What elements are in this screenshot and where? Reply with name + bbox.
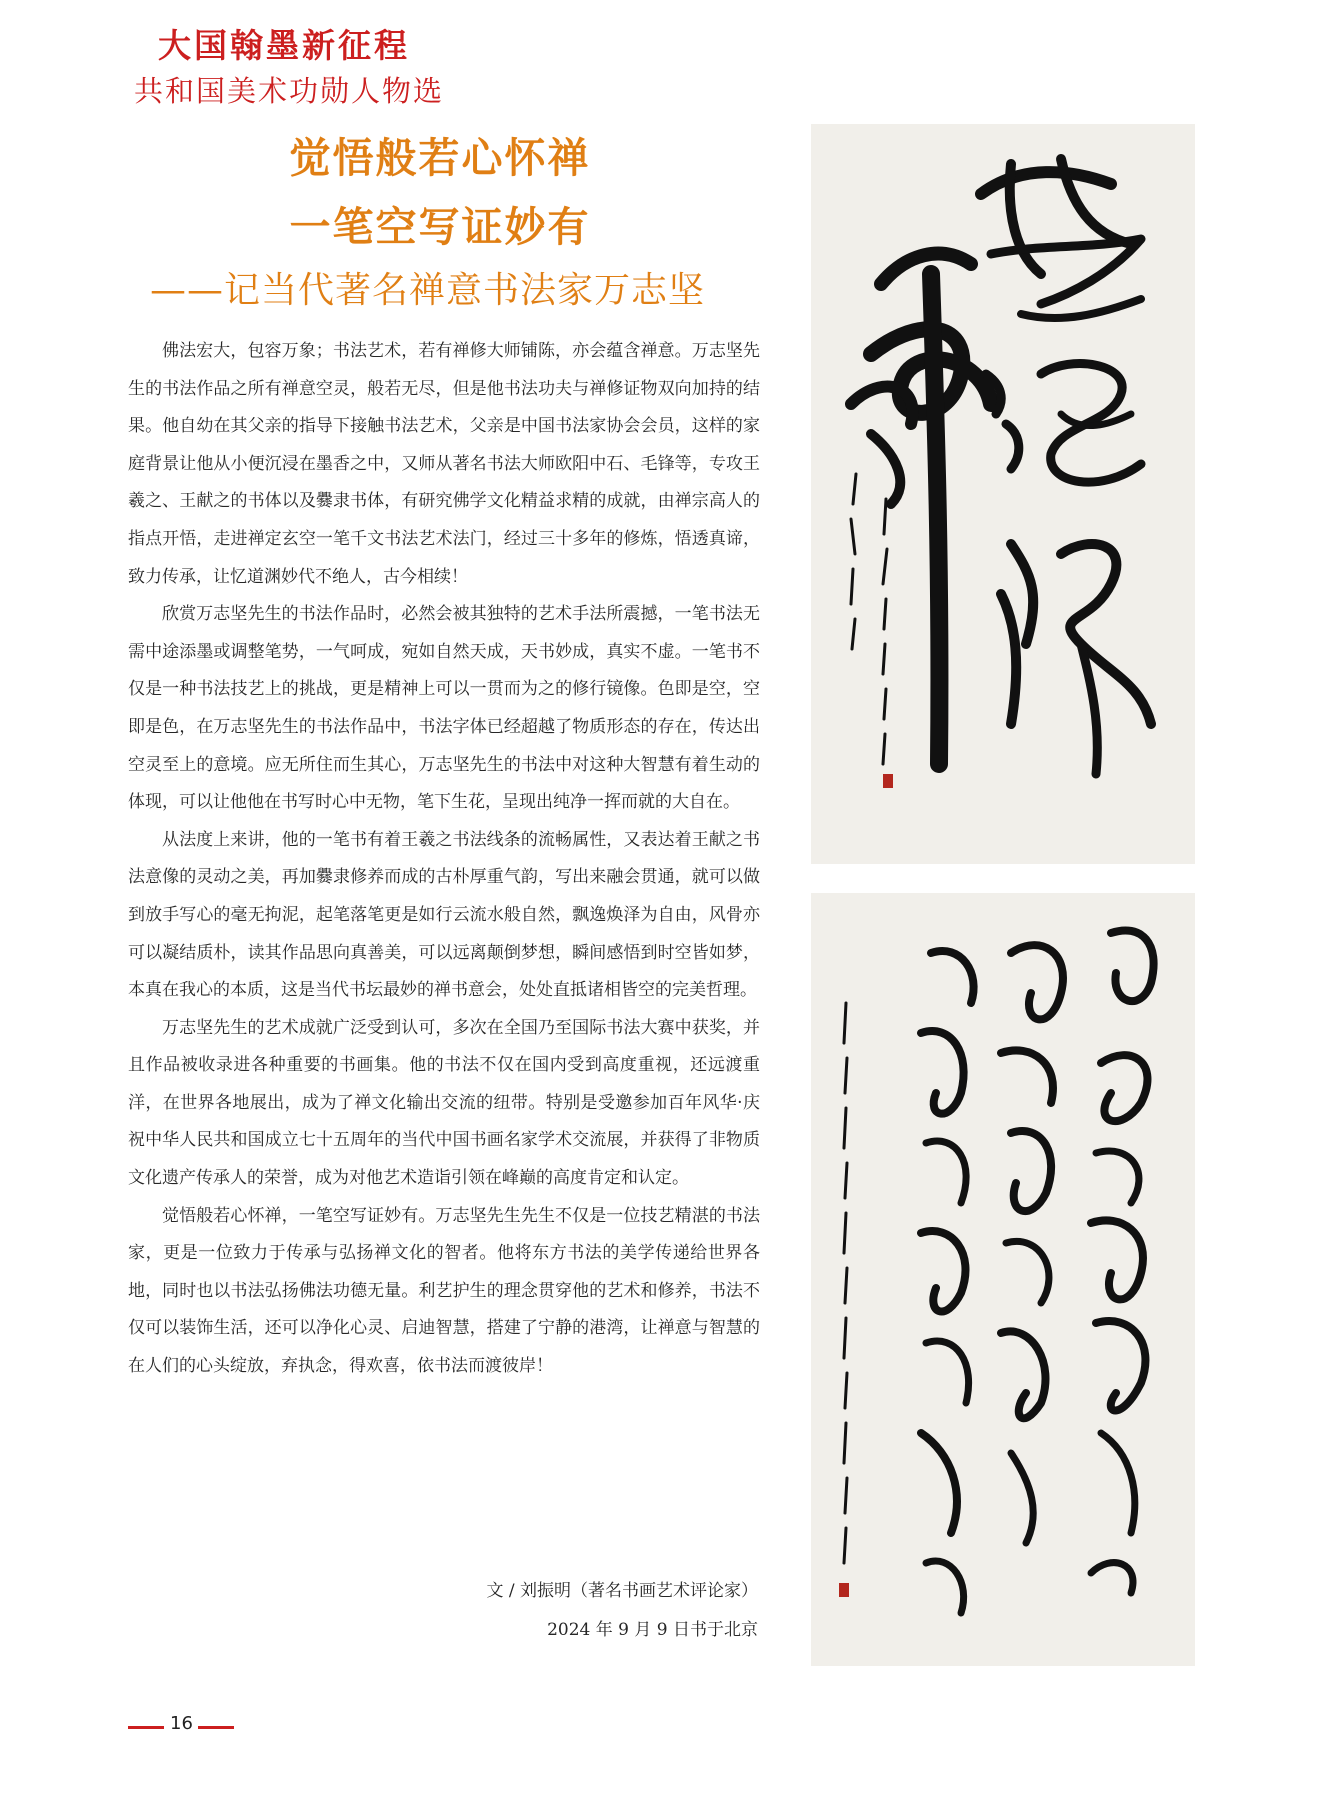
headline-subtitle: ——记当代著名禅意书法家万志坚 [150,270,706,311]
footer-divider-left [128,1726,164,1729]
calligraphy-scroll-1 [811,124,1195,864]
article-paragraph: 觉悟般若心怀禅，一笔空写证妙有。万志坚先生先生不仅是一位技艺精湛的书法家，更是一位致力于传承与弘扬禅文化的智者。他将东方书法的美学传递给世界各地，同时也以书法弘扬佛法功德无量。利艺护生的理念贯穿他的艺术和修养，书法不仅可以装饰生活，还可以净化心灵、启迪智慧，搭建了宁静的港湾，让禅意与智慧的在人们的心头绽放，弃执念，得欢喜，依书法而渡彼岸！ [128,1205,760,1377]
calligraphy-artwork-image [811,893,1195,1666]
article-paragraph: 万志坚先生的艺术成就广泛受到认可，多次在全国乃至国际书法大赛中获奖，并且作品被收录进各种重要的书画集。他的书法不仅在国内受到高度重视，还远渡重洋，在世界各地展出，成为了禅文化输出交流的纽带。特别是受邀参加百年风华·庆祝中华人民共和国成立七十五周年的当代中国书画名家学术交流展，并获得了非物质文化遗产传承人的荣誉，成为对他艺术造诣引领在峰巅的高度肯定和认定。 [128,1017,760,1189]
headline-line-2: 一笔空写证妙有 [289,203,591,251]
article-paragraph: 佛法宏大，包容万象；书法艺术，若有禅修大师铺陈，亦会蕴含禅意。万志坚先生的书法作品之所有禅意空灵，般若无尽，但是他书法功夫与禅修证物双向加持的结果。他自幼在其父亲的指导下接触书法艺术，父亲是中国书法家协会会员，这样的家庭背景让他从小便沉浸在墨香之中，又师从著名书法大师欧阳中石、毛锋等，专攻王羲之、王献之的书体以及爨隶书体，有研究佛学文化精益求精的成就，由禅宗高人的指点开悟，走进禅定玄空一笔千文书法艺术法门，经过三十多年的修炼，悟透真谛，致力传承，让忆道渊妙代不绝人，古今相续！ [128,341,760,587]
seal-stamp-icon [883,774,893,788]
article-paragraph: 从法度上来讲，他的一笔书有着王羲之书法线条的流畅属性，又表达着王献之书法意像的灵动之美，再加爨隶修养而成的古朴厚重气韵，写出来融会贯通，就可以做到放手写心的毫无拘泥，起笔落笔更是如行云流水般自然，飘逸焕泽为自由，风骨亦可以凝结质朴，读其作品思向真善美，可以远离颠倒梦想，瞬间感悟到时空皆如梦，本真在我心的本质，这是当代书坛最妙的禅书意会，处处直抵诸相皆空的完美哲理。 [128,829,760,1001]
seal-stamp-icon [839,1583,849,1597]
headline-line-1: 觉悟般若心怀禅 [289,134,591,182]
page-number: 16 [170,1713,193,1734]
calligraphy-artwork-image [811,124,1195,864]
article-paragraph: 欣赏万志坚先生的书法作品时，必然会被其独特的艺术手法所震撼，一笔书法无需中途添墨或调整笔势，一气呵成，宛如自然天成，天书妙成，真实不虚。一笔书不仅是一种书法技艺上的挑战，更是精神上可以一贯而为之的修行镜像。色即是空，空即是色，在万志坚先生的书法作品中，书法字体已经超越了物质形态的存在，传达出空灵至上的意境。应无所住而生其心，万志坚先生的书法中对这种大智慧有着生动的体现，可以让他他在书写时心中无物，笔下生花，呈现出纯净一挥而就的大自在。 [128,604,760,813]
series-title: 大国翰墨新征程 [158,26,410,65]
calligraphy-scroll-2 [811,893,1195,1666]
article-author: 文 / 刘振明（著名书画艺术评论家） [486,1581,758,1601]
footer-divider-right [198,1726,234,1729]
article-body [128,333,760,1386]
article-date: 2024 年 9 月 9 日书于北京 [547,1620,758,1640]
series-subtitle: 共和国美术功勋人物选 [134,74,445,108]
